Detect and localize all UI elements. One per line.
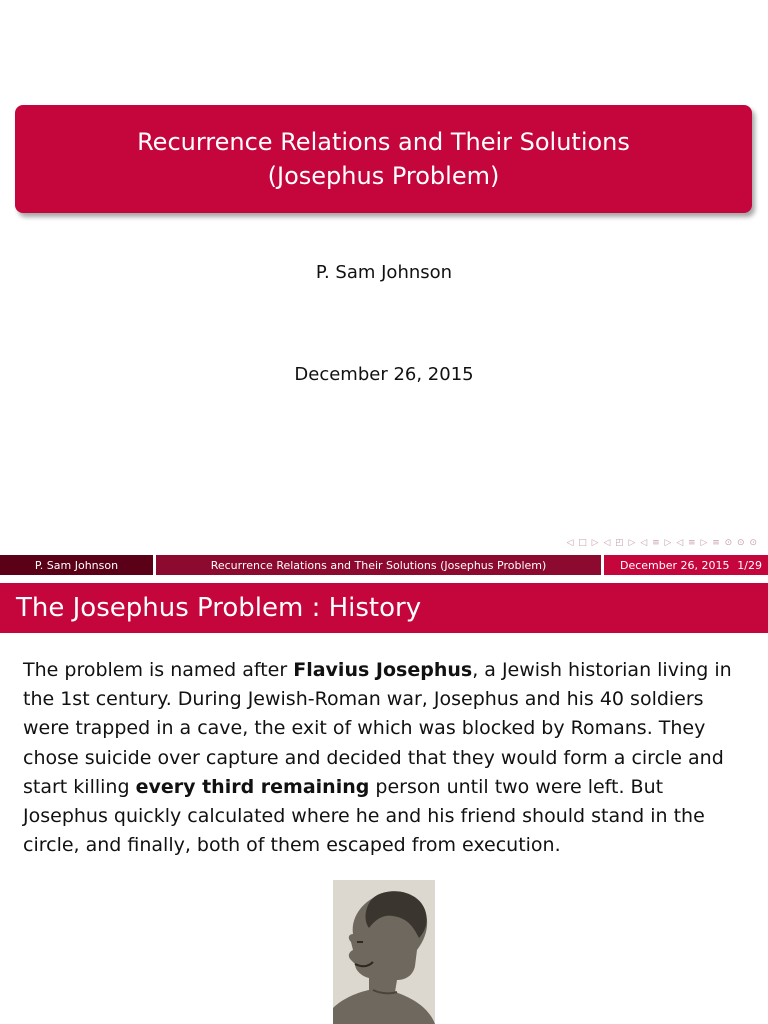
- bust-portrait-icon: [333, 880, 435, 1024]
- frame-title: The Josephus Problem : History: [0, 583, 768, 633]
- footer-title: Recurrence Relations and Their Solutions (Josephus Problem): [153, 555, 604, 575]
- text-segment: , a Jewish historian living in the 1st century. During Jewish-Roman war, Josephus and his 40 soldiers were trapped in a cave, the exit of which was blocked by Romans. They chose suicide over capture and decided that they would form a circle and start killing: [23, 659, 732, 798]
- bold-name: Flavius Josephus: [293, 659, 473, 681]
- footer-page-number: 1/29: [737, 558, 762, 572]
- author-name: P. Sam Johnson: [315, 262, 453, 283]
- bold-phrase: every third remaining: [135, 775, 370, 798]
- footer-date-page: [604, 555, 768, 575]
- josephus-bust-image: [333, 880, 435, 1024]
- footer-date: December 26, 2015: [620, 558, 730, 572]
- title-line-2: (Josephus Problem): [267, 162, 500, 190]
- text-segment: person until two were left. But Josephus quickly calculated where he and his friend should stand in the circle, and finally, both of them escaped from execution.: [23, 775, 705, 857]
- title-box: [15, 105, 752, 213]
- body-paragraph: [23, 656, 743, 860]
- title-line-1: Recurrence Relations and Their Solutions: [137, 128, 630, 156]
- presentation-date: December 26, 2015: [294, 364, 474, 385]
- text-segment: The problem is named after: [23, 659, 294, 681]
- footer-bar: [0, 555, 768, 575]
- navigation-symbols[interactable]: ◁ □ ▷ ◁ ◰ ▷ ◁ ≡ ▷ ◁ ≡ ▷ ≡ ⊙ ⊙ ⊙: [566, 538, 758, 548]
- content-slide: [0, 575, 768, 1024]
- footer-author: P. Sam Johnson: [0, 555, 153, 575]
